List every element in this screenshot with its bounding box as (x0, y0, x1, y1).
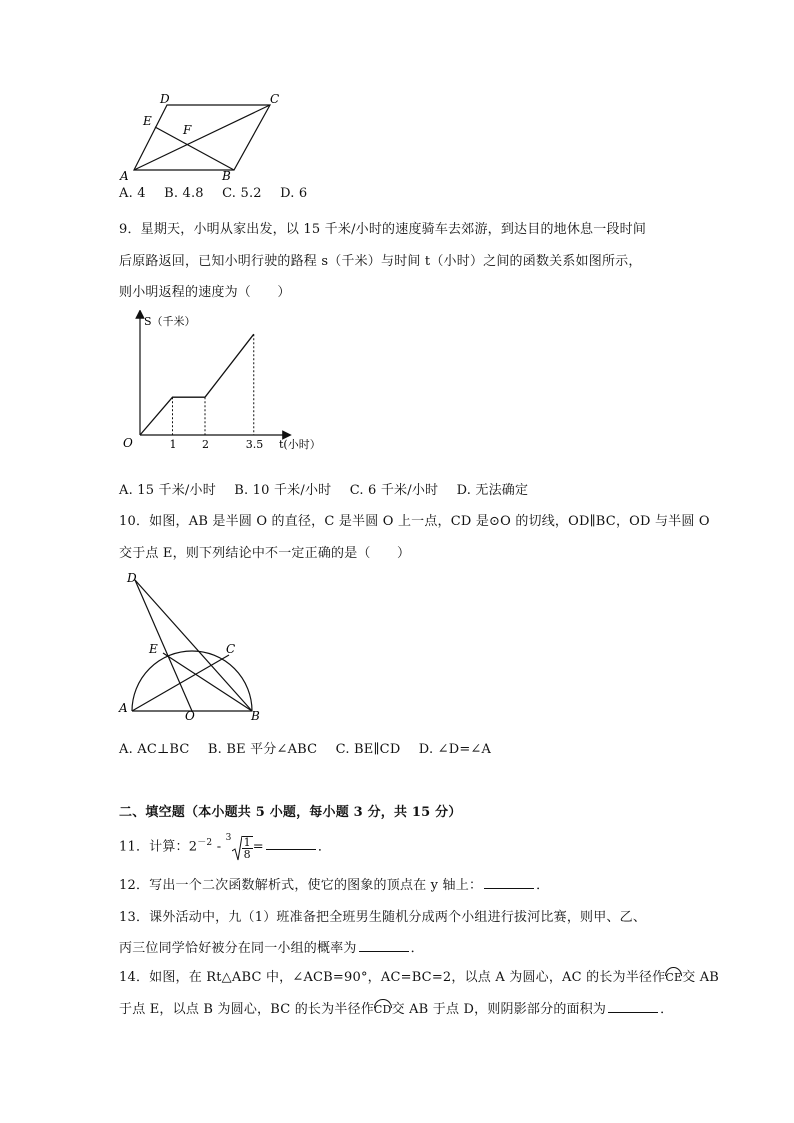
answer-blank[interactable] (608, 1000, 658, 1013)
x-axis-label: t(小时） (279, 438, 321, 451)
q12-end: ． (536, 878, 550, 893)
frac-numerator: 1 (243, 835, 251, 849)
q10-line-1: 10．如图，AB 是半圆 O 的直径，C 是半圆 O 上一点，CD 是⊙O 的切线，OD∥BC，OD 与半圆 O (119, 514, 710, 529)
q8-option-b: B. 4.8 (164, 186, 204, 201)
parallelogram-figure (110, 92, 310, 182)
label-a: A (119, 701, 128, 715)
label-e: E (143, 114, 152, 128)
q9-option-d: D. 无法确定 (456, 483, 529, 498)
q8-option-d: D. 6 (280, 186, 308, 201)
q10-option-a: A. AC⊥BC (119, 742, 190, 757)
label-b: B (251, 709, 260, 723)
q12 (119, 874, 549, 893)
diagonal-ac (134, 105, 270, 170)
answer-blank[interactable] (359, 939, 409, 952)
q13-line-2 (119, 937, 424, 956)
q11-prefix: 11．计算：2 (119, 839, 198, 855)
q10-option-c: C. BE∥CD (335, 742, 401, 757)
q14-text-c: 于点 E，以点 B 为圆心，BC 的长为半径作 (119, 1002, 374, 1017)
q8-options (119, 186, 321, 201)
label-c: C (270, 92, 280, 106)
label-o: O (185, 709, 195, 723)
segment-ac (132, 655, 229, 711)
q9-options (119, 479, 542, 498)
label-c: C (226, 642, 236, 656)
answer-blank[interactable] (266, 837, 316, 850)
q10-option-b: B. BE 平分∠ABC (207, 742, 318, 757)
q9-option-b: B. 10 千米/小时 (234, 483, 332, 498)
q11-equals: = (252, 839, 264, 855)
q14-line-2 (119, 998, 673, 1017)
y-axis-label: S（千米） (144, 315, 196, 328)
q11-minus: - (212, 839, 226, 855)
cube-root (226, 833, 253, 861)
q8-option-c: C. 5.2 (222, 186, 262, 201)
x-tick-label: 1 (169, 438, 177, 451)
q8-option-a: A. 4 (119, 186, 146, 201)
semicircle-figure (115, 568, 275, 723)
q14-end: ． (660, 1002, 674, 1017)
label-a: A (120, 169, 129, 182)
q14-text-d: 交 AB 于点 D，则阴影部分的面积为 (391, 1002, 607, 1017)
distance-time-chart (115, 310, 335, 455)
q11-exponent: －2 (197, 838, 213, 848)
label-d: D (160, 92, 170, 106)
x-tick-label: 2 (202, 438, 209, 451)
q13-text: 丙三位同学恰好被分在同一小组的概率为 (119, 941, 357, 956)
q14-line-1 (119, 966, 719, 985)
q9-line-2: 后原路返回，已知小明行驶的路程 s（千米）与时间 t（小时）之间的函数关系如图所示， (119, 254, 642, 269)
fraction (242, 836, 253, 860)
q10-line-2: 交于点 E，则下列结论中不一定正确的是（ ） (119, 546, 411, 561)
arc-ce: CE (665, 967, 682, 984)
section-title: 二、填空题（本小题共 5 小题，每小题 3 分，共 15 分） (119, 805, 462, 820)
q13-line-1: 13．课外活动中，九（1）班准备把全班男生随机分成两个小组进行拔河比赛，则甲、乙、 (119, 910, 647, 925)
q11-end: ． (317, 839, 332, 855)
x-tick-label: 3.5 (245, 438, 264, 451)
q11 (119, 832, 331, 861)
q9-line-1: 9．星期天，小明从家出发，以 15 千米/小时的速度骑车去郊游，到达目的地休息一段时间 (119, 222, 647, 237)
root-index: 3 (225, 832, 232, 843)
q10-options (119, 738, 505, 757)
segment-eb (155, 127, 234, 170)
q9-option-a: A. 15 千米/小时 (119, 483, 216, 498)
q10-option-d: D. ∠D=∠A (418, 742, 492, 757)
radical-sign-icon (232, 835, 242, 861)
answer-blank[interactable] (484, 876, 534, 889)
label-f: F (183, 123, 192, 137)
label-b: B (222, 169, 231, 182)
label-d: D (127, 571, 137, 585)
distance-series-line (140, 334, 254, 435)
q14-text-a: 14．如图，在 Rt△ABC 中，∠ACB=90°，AC=BC=2，以点 A 为圆心，AC 的长为半径作 (119, 970, 666, 985)
q9-line-3: 则小明返程的速度为（ ） (119, 285, 291, 300)
q12-text: 12．写出一个二次函数解析式，使它的图象的顶点在 y 轴上： (119, 878, 483, 893)
frac-denominator: 8 (243, 847, 251, 861)
arc-cd: CD (374, 999, 392, 1016)
semicircle-arc (132, 651, 252, 711)
label-e: E (149, 642, 158, 656)
q14-text-b: 交 AB (682, 970, 720, 985)
q9-option-c: C. 6 千米/小时 (349, 483, 439, 498)
q13-end: ． (410, 941, 424, 956)
segment-od (135, 580, 192, 711)
origin-label: O (123, 436, 133, 450)
